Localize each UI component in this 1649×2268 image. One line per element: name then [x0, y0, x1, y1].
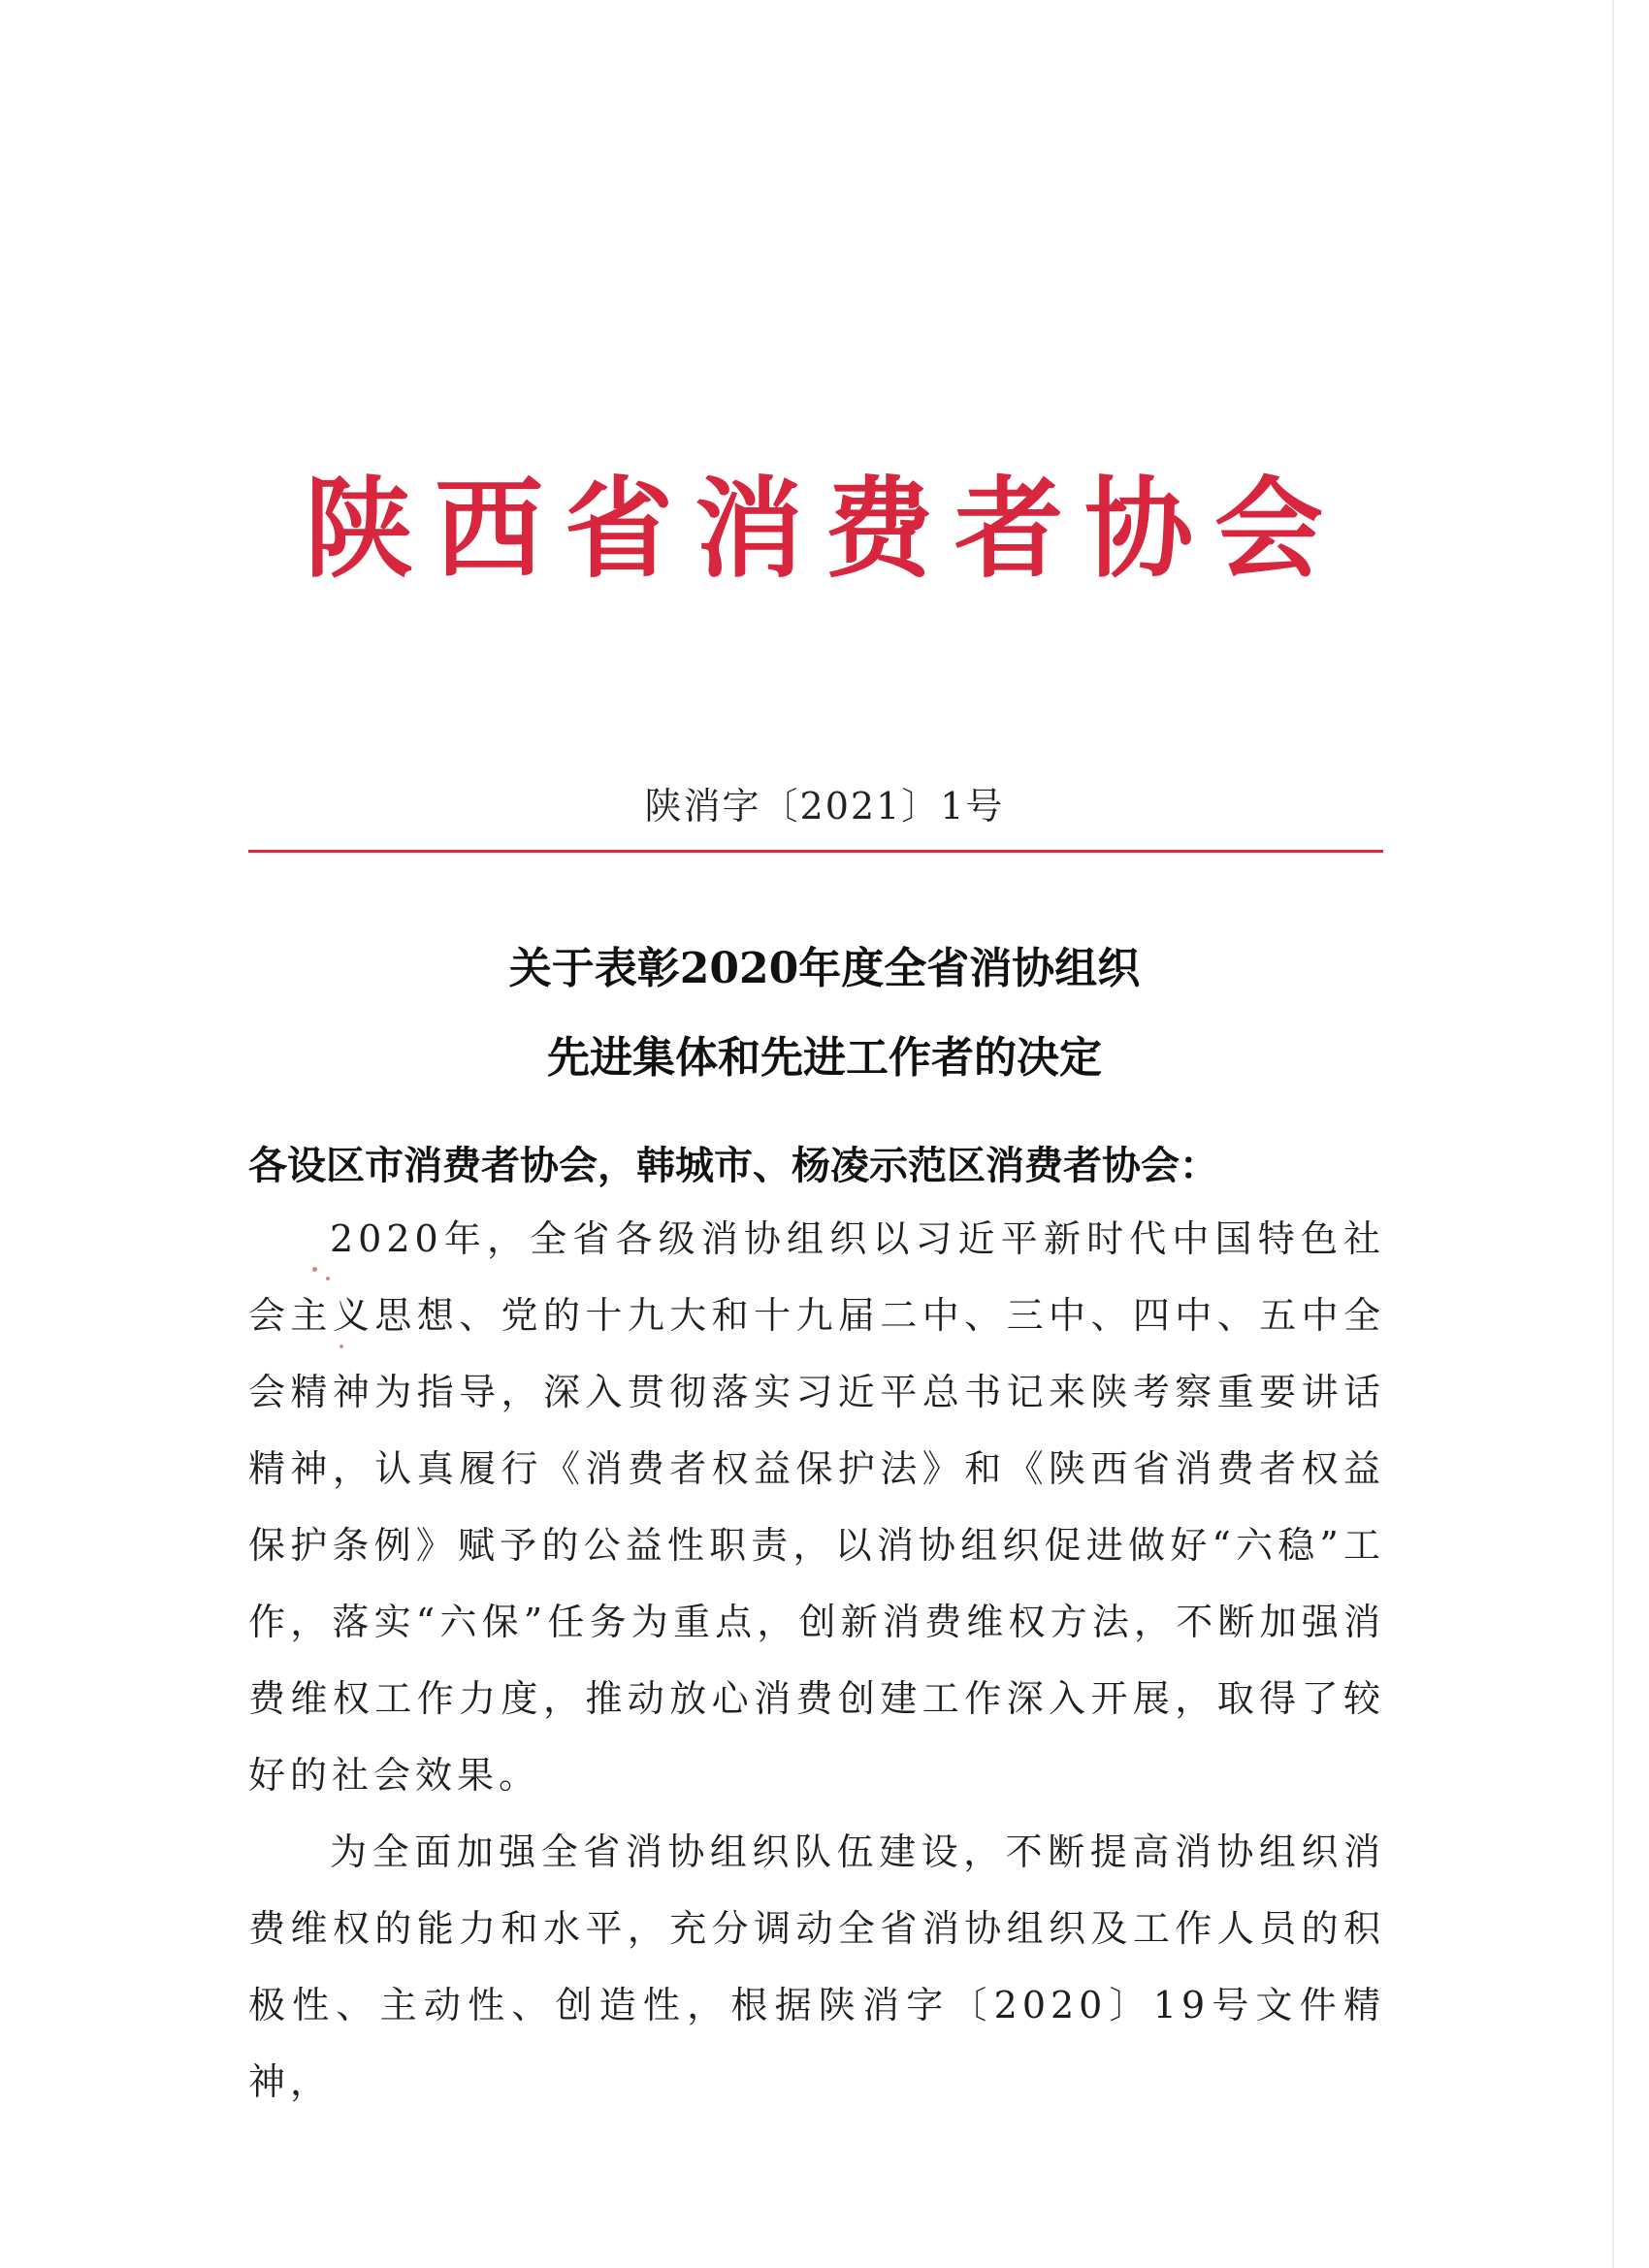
scan-edge-line: [1612, 0, 1614, 2268]
document-title-line-2: 先进集体和先进工作者的决定: [547, 1033, 1102, 1083]
body-paragraph-1: 2020年，全省各级消协组织以习近平新时代中国特色社会主义思想、党的十九大和十九届二中、三中、四中、五中全会精神为指导，深入贯彻落实习近平总书记来陕考察重要讲话精神，认真履行《消费者权益保护法》和《陕西省消费者权益保护条例》赋予的公益性职责，以消协组织促进做好“六稳”工作，落实“六保”任务为重点，创新消费维权方法，不断加强消费维权工作力度，推动放心消费创建工作深入开展，取得了较好的社会效果。: [248, 1217, 1385, 1797]
scan-speck: [312, 1267, 317, 1272]
red-divider-line: [248, 850, 1383, 853]
document-title-line-1: 关于表彰2020年度全省消协组织: [508, 944, 1141, 993]
scan-speck: [326, 1277, 330, 1280]
scan-speck: [340, 1345, 343, 1348]
salutation: 各设区市消费者协会，韩城市、杨凌示范区消费者协会：: [248, 1144, 1218, 1188]
org-header: 陕西省消费者协会: [305, 466, 1344, 593]
body-paragraph-2: 为全面加强全省消协组织队伍建设，不断提高消协组织消费维权的能力和水平，充分调动全省消协组织及工作人员的积极性、主动性、创造性，根据陕消字〔2020〕19号文件精神，: [248, 1831, 1385, 2103]
document-number: 陕消字〔2021〕1号: [644, 785, 1005, 827]
